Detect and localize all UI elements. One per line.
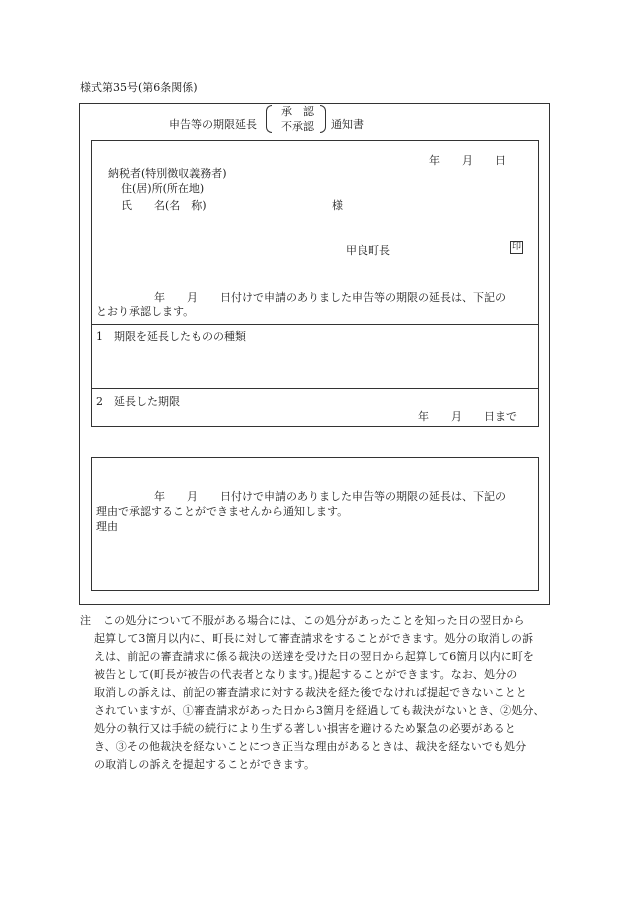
reason-label: 理由 xyxy=(96,520,118,533)
note-line: き、③その他裁決を経ないことにつき正当な理由があるときは、裁決を経ないでも処分 xyxy=(94,740,527,753)
note-line: 取消しの訴えは、前記の審査請求に対する裁決を経た後でなければ提起できないことと xyxy=(94,686,527,699)
disapproval-text-line1: 年 月 日付けで申請のありました申告等の期限の延長は、下記の xyxy=(154,490,506,503)
seal-mark: 印 xyxy=(511,242,521,252)
divider-item1 xyxy=(91,324,539,325)
bracket-left xyxy=(266,105,272,133)
note-mark: 注 xyxy=(80,614,91,627)
note-line: 処分の執行又は手続の続行により生ずる著しい損害を避けるため緊急の必要があると xyxy=(94,722,516,735)
title-options xyxy=(275,104,320,134)
item1-label: 1 期限を延長したものの種類 xyxy=(96,330,246,343)
address-label: 住(居)所(所在地) xyxy=(121,182,205,195)
note-line: えは、前記の審査請求に係る裁決の送達を受けた日の翌日から起算して6箇月以内に町を xyxy=(94,650,534,663)
option-approve: 承 認 xyxy=(281,105,314,118)
title-suffix: 通知書 xyxy=(331,118,364,131)
note-line: の取消しの訴えを提起することができます。 xyxy=(94,758,316,771)
title-prefix: 申告等の期限延長 xyxy=(169,118,257,131)
honorific: 様 xyxy=(332,199,343,212)
note-line: 被告として(町長が被告の代表者となります。)提起することができます。なお、処分の xyxy=(94,668,518,681)
approval-text-line1: 年 月 日付けで申請のありました申告等の期限の延長は、下記の xyxy=(154,291,506,304)
divider-item2 xyxy=(91,388,539,389)
bracket-right xyxy=(320,105,326,133)
name-label: 氏 名(名 称) xyxy=(121,199,207,212)
note-line: されていますが、①審査請求があった日から3箇月を経過しても裁決がないとき、②処分、 xyxy=(94,704,545,717)
disapproval-text-line2: 理由で承認することができませんから通知します。 xyxy=(96,505,349,518)
note-line: この処分について不服がある場合には、この処分があったことを知った日の翌日から xyxy=(103,614,525,627)
date-line: 年 月 日 xyxy=(429,154,506,167)
taxpayer-label: 納税者(特別徴収義務者) xyxy=(108,167,227,180)
item2-label: 2 延長した期限 xyxy=(96,395,180,408)
form-label: 様式第35号(第6条関係) xyxy=(80,81,198,94)
note-line: 起算して3箇月以内に、町長に対して審査請求をすることができます。処分の取消しの訴 xyxy=(94,632,534,645)
approval-text-line2: とおり承認します。 xyxy=(96,305,195,318)
item2-date: 年 月 日まで xyxy=(418,410,517,423)
option-disapprove: 不承認 xyxy=(281,120,314,133)
issuer-title: 甲良町長 xyxy=(346,244,390,257)
disapproval-section xyxy=(91,457,539,591)
